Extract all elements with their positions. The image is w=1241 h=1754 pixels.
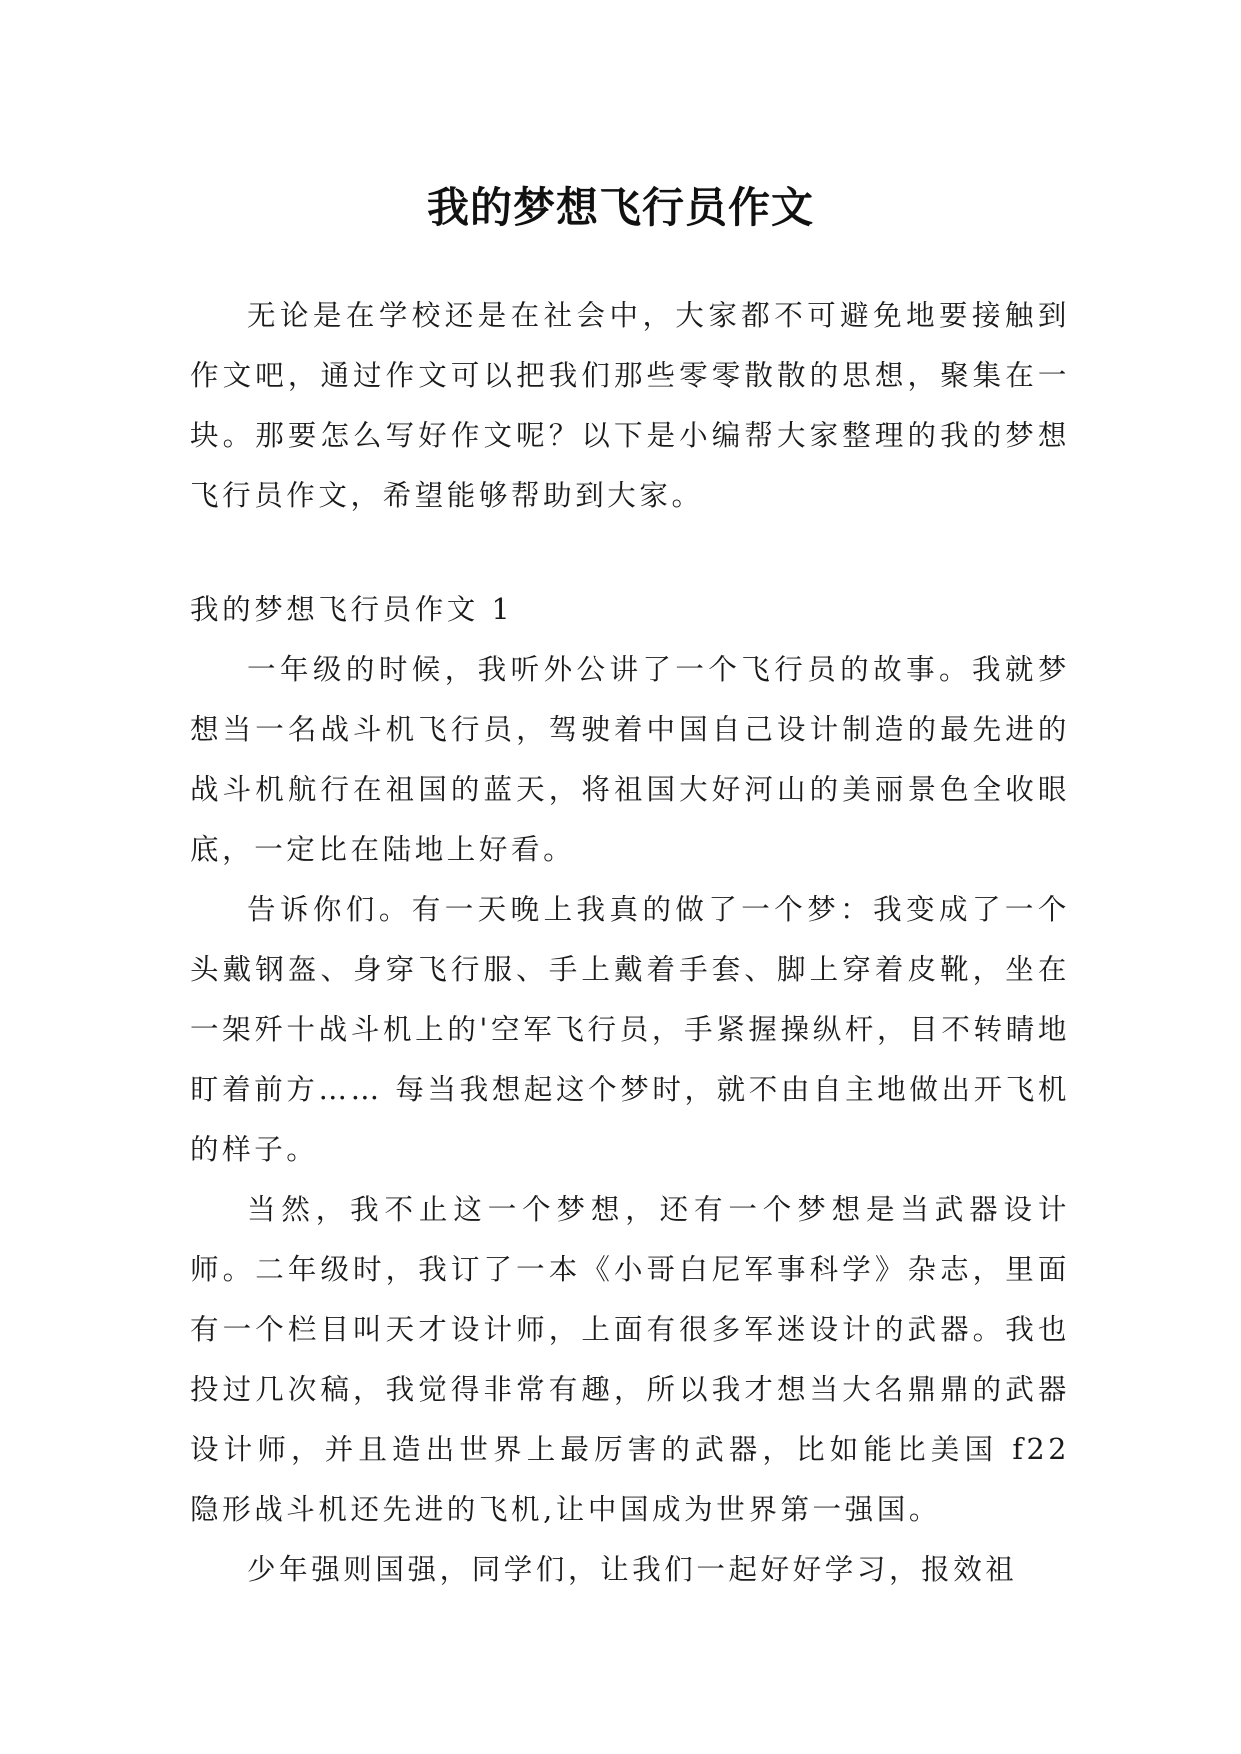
body-paragraph: 一年级的时候，我听外公讲了一个飞行员的故事。我就梦想当一名战斗机飞行员，驾驶着中国自己设计制造的最先进的战斗机航行在祖国的蓝天，将祖国大好河山的美丽景色全收眼底，一定比在陆地上好看。 — [190, 653, 1070, 866]
body-paragraph: 少年强则国强，同学们，让我们一起好好学习，报效祖 — [247, 1553, 1018, 1586]
intro-paragraph: 无论是在学校还是在社会中，大家都不可避免地要接触到作文吧，通过作文可以把我们那些零零散散的思想，聚集在一块。那要怎么写好作文呢？以下是小编帮大家整理的我的梦想飞行员作文，希望能够帮助到大家。 — [190, 299, 1070, 512]
body-paragraph: 当然，我不止这一个梦想，还有一个梦想是当武器设计师。二年级时，我订了一本《小哥白尼军事科学》杂志，里面有一个栏目叫天才设计师，上面有很多军迷设计的武器。我也投过几次稿，我觉得非常有趣，所以我才想当大名鼎鼎的武器设计师，并且造出世界上最厉害的武器，比如能比美国 f22 隐形战斗机还先进的飞机,让中国成为世界第一强国。 — [190, 1193, 1070, 1526]
document-title: 我的梦想飞行员作文 — [426, 183, 814, 233]
article-section — [190, 580, 1070, 1600]
intro-section — [190, 286, 1070, 526]
section-heading: 我的梦想飞行员作文 1 — [190, 593, 514, 626]
body-paragraph: 告诉你们。有一天晚上我真的做了一个梦：我变成了一个头戴钢盔、身穿飞行服、手上戴着手套、脚上穿着皮靴，坐在一架歼十战斗机上的'空军飞行员，手紧握操纵杆，目不转睛地盯着前方…… 每当我想起这个梦时，就不由自主地做出开飞机的样子。 — [190, 893, 1070, 1166]
